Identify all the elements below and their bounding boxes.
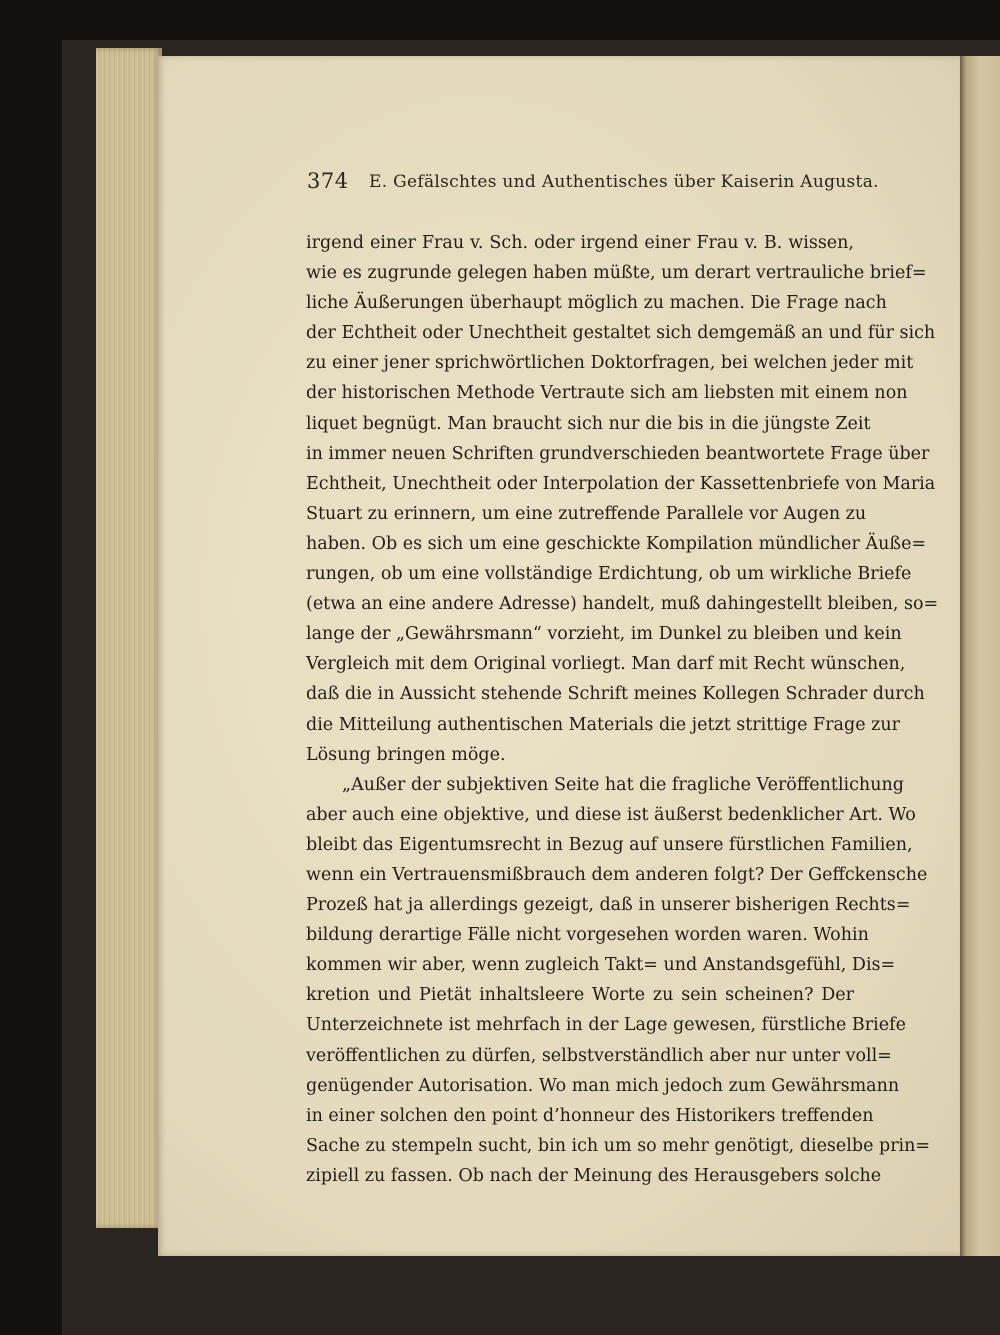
text-line: in einer solchen den point d’honneur des Historikers treffenden [306,1105,874,1126]
page-header [307,169,879,199]
text-line: Echtheit, Unechtheit oder Interpolation der Kassettenbriefe von Maria [306,473,936,494]
text-line: bleibt das Eigentumsrecht in Bezug auf unsere fürstlichen Familien, [306,834,913,855]
text-line: wie es zugrunde gelegen haben müßte, um derart vertrauliche brief= [306,263,927,284]
page-edges [96,48,162,1228]
facing-page-edge [960,56,1000,1256]
text-line: der historischen Methode Vertraute sich am liebsten mit einem non [306,383,908,404]
text-line: Sache zu stempeln sucht, bin ich um so mehr genötigt, dieselbe prin= [306,1135,931,1156]
text-line: wenn ein Vertrauensmißbrauch dem anderen folgt? Der Geffckensche [306,864,928,885]
text-line: Prozeß hat ja allerdings gezeigt, daß in unserer bisherigen Rechts= [306,895,911,916]
text-line: haben. Ob es sich um eine geschickte Kompilation mündlicher Äuße= [306,533,927,554]
text-line: die Mitteilung authentischen Materials die jetzt strittige Frage zur [306,714,900,735]
text-line: der Echtheit oder Unechtheit gestaltet sich demgemäß an und für sich [306,323,936,344]
text-line: irgend einer Frau v. Sch. oder irgend einer Frau v. B. wissen, [306,233,854,253]
text-line: Vergleich mit dem Original vorliegt. Man darf mit Recht wünschen, [306,654,906,675]
text-line: bildung derartige Fälle nicht vorgesehen worden waren. Wohin [306,925,869,946]
body-text [306,228,939,1191]
text-line: liquet begnügt. Man braucht sich nur die bis in die jüngste Zeit [306,413,871,434]
text-line: genügender Autorisation. Wo man mich jedoch zum Gewährsmann [306,1075,900,1096]
text-line: rungen, ob um eine vollständige Erdichtung, ob um wirkliche Briefe [306,564,912,585]
text-line: kretion und Pietät inhaltsleere Worte zu sein scheinen? Der [306,985,854,1006]
text-line: (etwa an eine andere Adresse) handelt, muß dahingestellt bleiben, so= [306,594,939,615]
text-line: daß die in Aussicht stehende Schrift meines Kollegen Schrader durch [306,684,925,705]
text-line: aber auch eine objektive, und diese ist äußerst bedenklicher Art. Wo [306,804,916,825]
text-line: zu einer jener sprichwörtlichen Doktorfragen, bei welchen jeder mit [306,353,914,374]
text-line: lange der „Gewährsmann“ vorzieht, im Dunkel zu bleiben und kein [306,624,902,645]
text-line: Lösung bringen möge. [306,744,506,765]
text-line: kommen wir aber, wenn zugleich Takt= und Anstandsgefühl, Dis= [306,955,896,976]
page-number: 374 [307,169,349,193]
text-line: Unterzeichnete ist mehrfach in der Lage gewesen, fürstliche Briefe [306,1015,906,1036]
text-line: „Außer der subjektiven Seite hat die fragliche Veröffentlichung [342,774,904,795]
text-line: Stuart zu erinnern, um eine zutreffende Parallele vor Augen zu [306,503,867,524]
text-line: veröffentlichen zu dürfen, selbstverständlich aber nur unter voll= [306,1045,892,1066]
text-line: in immer neuen Schriften grundverschieden beantwortete Frage über [306,443,930,464]
text-line: zipiell zu fassen. Ob nach der Meinung des Herausgebers solche [306,1165,882,1186]
text-line: liche Äußerungen überhaupt möglich zu machen. Die Frage nach [306,293,887,314]
running-title: E. Gefälschtes und Authentisches über Kaiserin Augusta. [369,172,879,192]
